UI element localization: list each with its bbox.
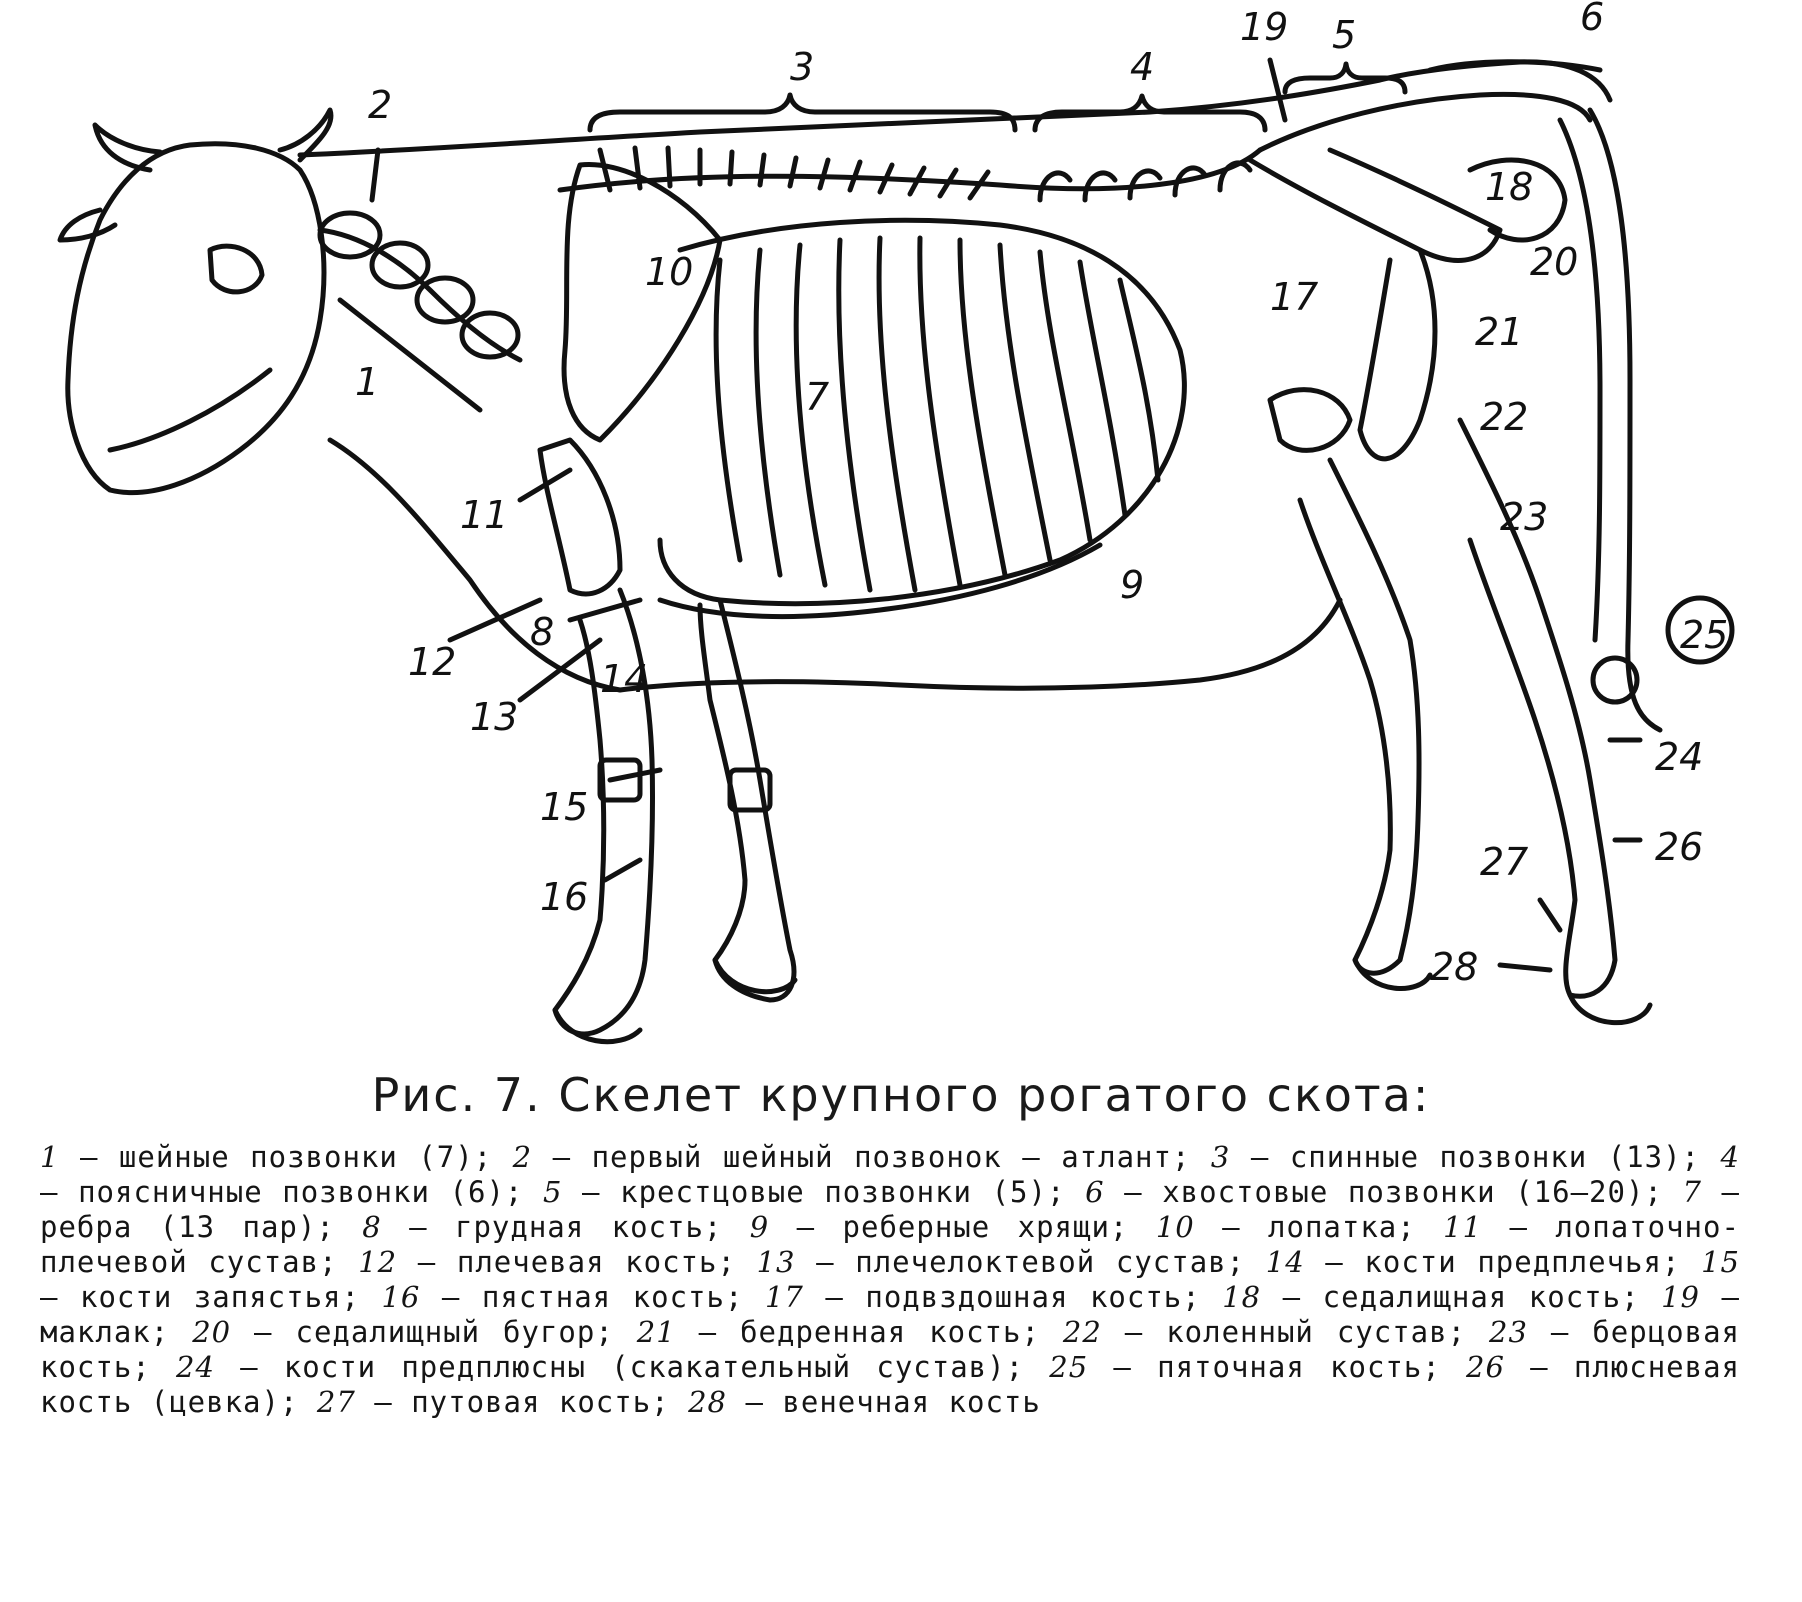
label-2: 2	[368, 83, 393, 127]
leader-16	[605, 860, 640, 880]
legend-text: берцовая кость;	[40, 1315, 1740, 1384]
label-20: 20	[1530, 240, 1579, 284]
hind-leg-left	[1300, 460, 1419, 973]
hoof-hind-right	[1570, 995, 1650, 1023]
label-22: 22	[1480, 395, 1529, 439]
legend-number: 4	[1720, 1140, 1740, 1174]
labels	[355, 0, 1728, 989]
label-9: 9	[1120, 563, 1145, 607]
body-outline	[300, 62, 1610, 155]
label-25: 25	[1680, 613, 1729, 657]
label-10: 10	[645, 250, 694, 294]
legend-number: 22	[1062, 1315, 1102, 1349]
label-21: 21	[1475, 310, 1524, 354]
legend-item: 13 — плечелоктевой сустав;	[756, 1245, 1246, 1279]
legend-item: 9 — реберные хрящи;	[749, 1210, 1129, 1244]
legend-text: крестцовые позвонки (5);	[620, 1175, 1066, 1209]
legend-number: 11	[1443, 1210, 1483, 1244]
legend-item: 24 — кости предплюсны (скакательный сустав);	[176, 1350, 1025, 1384]
legend-text: венечная кость	[782, 1385, 1041, 1419]
label-12: 12	[408, 640, 457, 684]
legend-text: лопатка;	[1268, 1210, 1416, 1244]
legend-item: 28 — венечная кость	[688, 1385, 1041, 1419]
legend-number: 7	[1682, 1175, 1702, 1209]
legend-text: кости запястья;	[79, 1280, 360, 1314]
horn-left	[95, 125, 160, 170]
legend-text: грудная кость;	[454, 1210, 723, 1244]
label-5: 5	[1332, 13, 1357, 57]
label-27: 27	[1480, 840, 1529, 884]
figure-legend	[40, 1140, 1740, 1420]
leader-27	[1540, 900, 1560, 930]
legend-item: 10 — лопатка;	[1155, 1210, 1416, 1244]
sacrum	[1260, 94, 1590, 150]
label-16: 16	[540, 875, 589, 919]
legend-number: 19	[1661, 1280, 1700, 1314]
legend-item: 7 — ребра (13 пар);	[40, 1175, 1741, 1244]
legend-number: 16	[381, 1280, 421, 1314]
legend-item: 18 — седалищная кость;	[1222, 1280, 1640, 1314]
legend-number: 12	[358, 1245, 398, 1279]
legend-number: 27	[316, 1385, 356, 1419]
legend-text: лопаточно-плечевой сустав;	[40, 1210, 1740, 1279]
legend-item: 23 — берцовая кость;	[40, 1315, 1740, 1384]
front-leg-right	[700, 600, 794, 1000]
legend-item: 25 — пяточная кость;	[1049, 1350, 1441, 1384]
legend-number: 14	[1265, 1245, 1305, 1279]
legend-text: пястная кость;	[481, 1280, 744, 1314]
legend-text: кости предплечья;	[1364, 1245, 1681, 1279]
legend-item: 15 — кости запястья;	[40, 1245, 1740, 1314]
label-19: 19	[1240, 5, 1289, 49]
legend-text: маклак;	[40, 1315, 170, 1349]
legend-text: шейные позвонки (7);	[118, 1140, 493, 1174]
hoof-front-left	[555, 1010, 640, 1042]
legend-number: 2	[512, 1140, 533, 1174]
legend-item: 4 — поясничные позвонки (6);	[40, 1140, 1740, 1209]
legend-number: 21	[636, 1315, 676, 1349]
legend-item: 21 — бедренная кость;	[636, 1315, 1040, 1349]
legend-number: 20	[192, 1315, 232, 1349]
label-26: 26	[1655, 825, 1704, 869]
legend-item: 20 — седалищный бугор;	[192, 1315, 614, 1349]
legend-text: ребра (13 пар);	[40, 1210, 335, 1244]
legend-item: 14 — кости предплечья;	[1265, 1245, 1681, 1279]
legend-item: 19 — маклак;	[40, 1280, 1740, 1349]
neck-underline	[330, 440, 620, 690]
ear	[60, 210, 115, 240]
leader-28	[1500, 965, 1550, 970]
legend-item: 22 — коленный сустав;	[1062, 1315, 1467, 1349]
spine	[560, 150, 1260, 190]
legend-text: плечевая кость;	[456, 1245, 736, 1279]
legend-item: 26 — плюсневая кость (цевка);	[40, 1350, 1740, 1419]
legend-item: 11 — лопаточно-плечевой сустав;	[40, 1210, 1740, 1279]
legend-text: седалищная кость;	[1322, 1280, 1640, 1314]
label-18: 18	[1485, 165, 1534, 209]
legend-number: 1	[40, 1140, 60, 1174]
legend-number: 5	[543, 1175, 563, 1209]
label-13: 13	[470, 695, 519, 739]
label-4: 4	[1130, 45, 1155, 89]
stifle	[1270, 390, 1350, 451]
legend-number: 15	[1701, 1245, 1740, 1279]
legend-number: 3	[1210, 1140, 1231, 1174]
legend-text: коленный сустав;	[1166, 1315, 1467, 1349]
legend-text: спинные позвонки (13);	[1289, 1140, 1701, 1174]
leader-12	[450, 600, 540, 640]
legend-number: 25	[1049, 1350, 1089, 1384]
legend-item: 5 — крестцовые позвонки (5);	[543, 1175, 1066, 1209]
legend-text: плюсневая кость (цевка);	[40, 1350, 1740, 1419]
legend-text: подвздошная кость;	[865, 1280, 1201, 1314]
legend-number: 6	[1085, 1175, 1105, 1209]
label-7: 7	[805, 375, 830, 419]
legend-item: 27 — путовая кость;	[316, 1385, 670, 1419]
legend-number: 23	[1489, 1315, 1528, 1349]
legend-text: путовая кость;	[411, 1385, 670, 1419]
ribs	[716, 238, 1158, 590]
label-11: 11	[460, 493, 509, 537]
label-8: 8	[530, 610, 555, 654]
label-23: 23	[1500, 495, 1549, 539]
legend-number: 26	[1466, 1350, 1505, 1384]
bracket-3	[590, 95, 1015, 130]
legend-text: седалищный бугор;	[295, 1315, 614, 1349]
legend-text: реберные хрящи;	[842, 1210, 1129, 1244]
legend-text: первый шейный позвонок — атлант;	[591, 1140, 1191, 1174]
jaw	[110, 370, 270, 450]
legend-text: хвостовые позвонки (16—20);	[1162, 1175, 1663, 1209]
legend-item: 2 — первый шейный позвонок — атлант;	[512, 1140, 1191, 1174]
legend-number: 9	[749, 1210, 770, 1244]
legend-item: 3 — спинные позвонки (13);	[1210, 1140, 1701, 1174]
leader-2	[372, 150, 378, 200]
label-1: 1	[355, 360, 380, 404]
legend-number: 28	[688, 1385, 728, 1419]
legend-item: 16 — пястная кость;	[381, 1280, 744, 1314]
legend-item: 17 — подвздошная кость;	[764, 1280, 1201, 1314]
label-28: 28	[1430, 945, 1479, 989]
label-6: 6	[1580, 0, 1605, 39]
head-outline	[68, 144, 324, 493]
legend-item: 8 — грудная кость;	[362, 1210, 723, 1244]
legend-text: поясничные позвонки (6);	[78, 1175, 524, 1209]
ilium	[1250, 150, 1500, 260]
thoracic-spines	[600, 148, 988, 198]
legend-item: 6 — хвостовые позвонки (16—20);	[1085, 1175, 1663, 1209]
figure-caption: Рис. 7. Скелет крупного рогатого скота:	[371, 1068, 1431, 1122]
legend-number: 8	[362, 1210, 382, 1244]
legend-text: кости предплюсны (скакательный сустав);	[283, 1350, 1025, 1384]
legend-text: пяточная кость;	[1157, 1350, 1441, 1384]
label-17: 17	[1270, 275, 1319, 319]
hoof-front-right	[715, 960, 795, 992]
legend-number: 18	[1222, 1280, 1262, 1314]
label-15: 15	[540, 785, 589, 829]
femur	[1360, 250, 1435, 459]
label-24: 24	[1655, 735, 1704, 779]
lumbar-spines	[1040, 163, 1250, 200]
legend-number: 24	[176, 1350, 215, 1384]
eye-socket	[210, 246, 262, 292]
sternum	[660, 545, 1100, 617]
humerus	[540, 440, 620, 594]
legend-text: плечелоктевой сустав;	[855, 1245, 1246, 1279]
legend-item: 1 — шейные позвонки (7);	[40, 1140, 493, 1174]
legend-item: 12 — плечевая кость;	[358, 1245, 736, 1279]
label-14: 14	[600, 657, 649, 701]
legend-text: бедренная кость;	[740, 1315, 1040, 1349]
legend-number: 17	[764, 1280, 804, 1314]
scapula	[564, 164, 720, 440]
legend-number: 10	[1155, 1210, 1195, 1244]
label-3: 3	[790, 45, 815, 89]
legend-number: 13	[756, 1245, 796, 1279]
